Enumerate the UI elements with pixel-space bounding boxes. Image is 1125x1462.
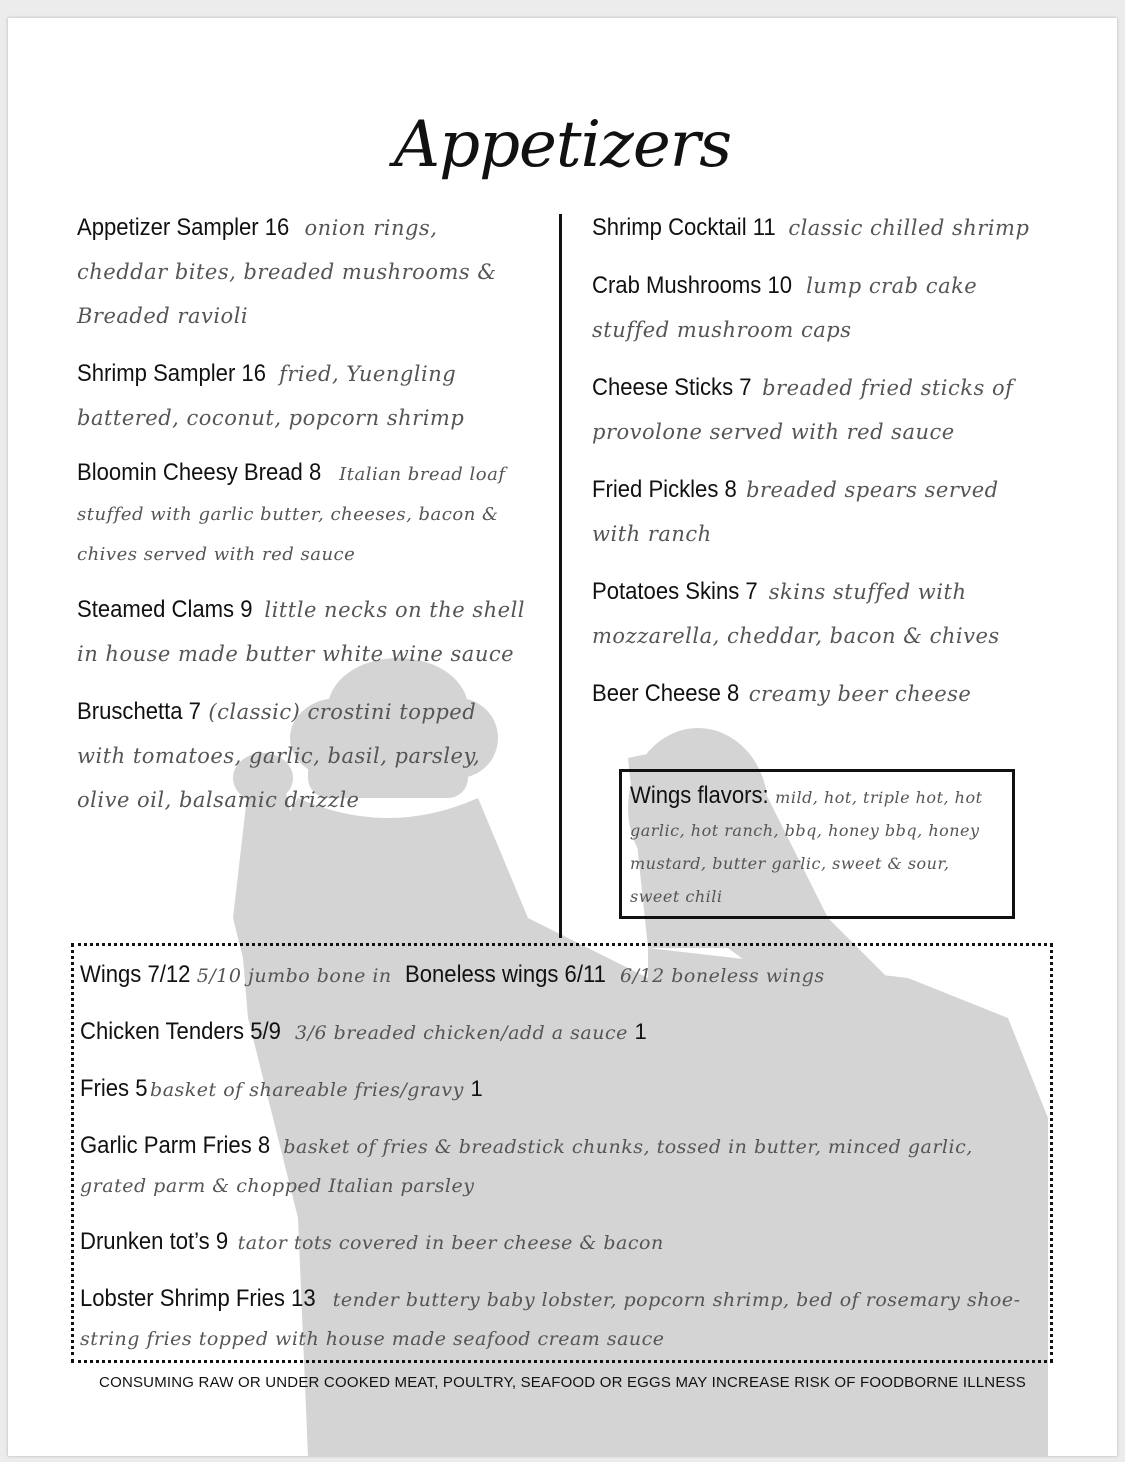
item-description: Italian bread loaf stuffed with garlic butter, cheeses, bacon & chives served with red sauce — [77, 464, 506, 565]
menu-item — [77, 690, 527, 822]
menu-item — [77, 588, 527, 676]
menu-item — [592, 206, 1052, 250]
item-description: tator tots covered in beer cheese & bacon — [237, 1232, 664, 1254]
page-title: Appetizers — [393, 108, 732, 182]
menu-item — [80, 956, 1044, 995]
left-menu-column — [77, 206, 527, 836]
item-name: Fries 5 — [80, 1075, 148, 1102]
menu-item — [80, 1013, 1044, 1052]
health-disclaimer: CONSUMING RAW OR UNDER COOKED MEAT, POULTRY, SEAFOOD OR EGGS MAY INCREASE RISK OF FOODBORNE ILLNESS — [99, 1374, 1026, 1391]
menu-item — [80, 1127, 1044, 1205]
add-on-price: 1 — [470, 1076, 483, 1101]
item-name: Steamed Clams 9 — [77, 596, 253, 623]
item-description: basket of fries & breadstick chunks, tossed in butter, minced garlic, grated parm & chopped Italian parsley — [80, 1136, 973, 1197]
item-description: skins stuffed with mozzarella, cheddar, bacon & chives — [592, 580, 1000, 648]
item-name: Shrimp Cocktail 11 — [592, 214, 776, 241]
menu-item — [77, 352, 527, 440]
item-name: Fried Pickles 8 — [592, 476, 737, 503]
item-name: Cheese Sticks 7 — [592, 374, 752, 401]
menu-item — [592, 672, 1052, 716]
item-name: Bruschetta 7 — [77, 698, 201, 725]
item-name: Chicken Tenders 5/9 — [80, 1018, 281, 1045]
add-on-price: 1 — [634, 1019, 647, 1044]
menu-item — [77, 206, 527, 338]
item-description: tender buttery baby lobster, popcorn shrimp, bed of rosemary shoe-string fries topped with house made seafood cream sauce — [80, 1289, 1021, 1350]
wings-flavors-box — [619, 769, 1015, 919]
item-name: Bloomin Cheesy Bread 8 — [77, 459, 322, 486]
item-description: 3/6 breaded chicken/add a sauce — [295, 1022, 628, 1044]
item-description: fried, Yuengling battered, coconut, popcorn shrimp — [77, 362, 465, 430]
menu-item — [592, 468, 1052, 556]
item-name: Drunken tot’s 9 — [80, 1228, 229, 1255]
menu-page — [8, 18, 1117, 1456]
menu-item — [80, 1280, 1044, 1358]
item-name: Beer Cheese 8 — [592, 680, 740, 707]
item-description: 5/10 jumbo bone in — [196, 965, 392, 987]
item-description: breaded spears served with ranch — [592, 478, 999, 546]
item-description: creamy beer cheese — [748, 682, 972, 706]
wings-flavors-list: mild, hot, triple hot, hot garlic, hot ranch, bbq, honey bbq, honey mustard, butter garlic, sweet & sour, sweet chili — [630, 788, 983, 906]
menu-item — [77, 454, 527, 574]
menu-item — [592, 570, 1052, 658]
item-name: Wings 7/12 — [80, 961, 191, 988]
wings-flavors-label: Wings flavors: — [630, 782, 769, 809]
item-name: Appetizer Sampler 16 — [77, 214, 290, 241]
column-divider — [559, 214, 562, 938]
item-description: (classic) crostini topped with tomatoes, garlic, basil, parsley, olive oil, balsamic drizzle — [77, 700, 481, 812]
item-description: basket of shareable fries/gravy — [150, 1079, 464, 1101]
item-description: classic chilled shrimp — [788, 216, 1030, 240]
item-name: Potatoes Skins 7 — [592, 578, 758, 605]
wings-and-fries-box — [71, 943, 1053, 1363]
menu-item — [80, 1223, 1044, 1262]
item-description: little necks on the shell in house made butter white wine sauce — [77, 598, 526, 666]
menu-item — [80, 1070, 1044, 1109]
item-description: lump crab cake stuffed mushroom caps — [592, 274, 978, 342]
item-description: 6/12 boneless wings — [620, 965, 825, 987]
item-name: Shrimp Sampler 16 — [77, 360, 266, 387]
menu-item — [592, 264, 1052, 352]
item-description: onion rings, cheddar bites, breaded mushrooms & Breaded ravioli — [77, 216, 497, 328]
item-name: Lobster Shrimp Fries 13 — [80, 1285, 316, 1312]
item-name: Crab Mushrooms 10 — [592, 272, 793, 299]
item-name: Garlic Parm Fries 8 — [80, 1132, 271, 1159]
right-menu-column — [592, 206, 1052, 730]
menu-item — [592, 366, 1052, 454]
item-name: Boneless wings 6/11 — [405, 961, 606, 988]
item-description: breaded fried sticks of provolone served with red sauce — [592, 376, 1014, 444]
